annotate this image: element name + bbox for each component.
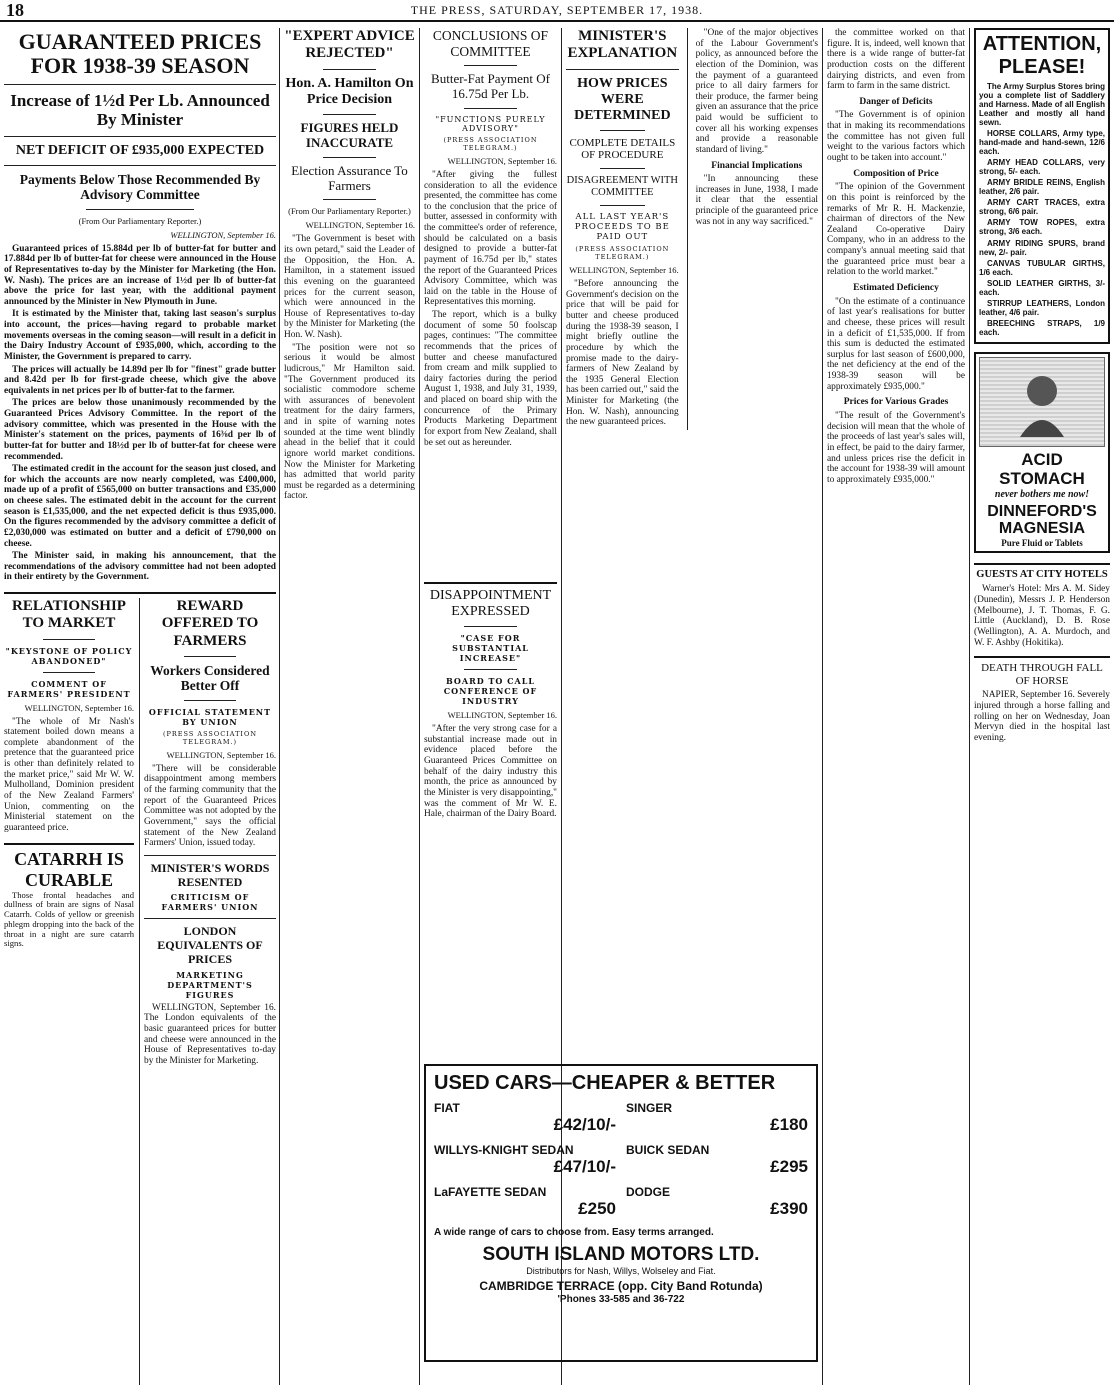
deck: "CASE FOR SUBSTANTIAL INCREASE" <box>452 633 529 664</box>
brand-name: DINNEFORD'S MAGNESIA <box>987 503 1097 538</box>
deck: Butter-Fat Payment Of 16.75d Per Lb. <box>431 71 550 101</box>
deck: "FUNCTIONS PURELY ADVISORY" <box>435 114 546 133</box>
car-price: £390 <box>770 1199 808 1218</box>
company-sub: Distributors for Nash, Willys, Wolseley and Fiat. <box>526 1265 716 1276</box>
car-price: £250 <box>578 1199 616 1218</box>
deck: Workers Considered Better Off <box>150 662 270 694</box>
car-price: £42/10/- <box>553 1115 616 1134</box>
article-relationship-to-market <box>4 598 134 1385</box>
ad-line: ARMY BRIDLE REINS, English leather, 2/6 pair. <box>979 178 1105 197</box>
deck: Payments Below Those Recommended By Advisory Committee <box>19 171 261 203</box>
subhead: CRITICISM OF FARMERS' UNION <box>161 892 259 913</box>
paragraph: "The position were not so serious it would be almost ludicrous," Mr Hamilton said. "The Government produced its socialistic commodore scheme with assurances of benevolent treatment for the dairy farmers, and in spite of warning notes sounded at the time went blindly ahead in the belief that it could ignore world market conditions. Now the Minister for Marketing has admitted that world parity must be regarded as a determining factor. <box>284 342 415 502</box>
paragraph: The prices are below those unanimously recommended by the Guaranteed Prices Advisory Committee. In the report of the advisory committee, which was presented in the House with the Minister's statement on the prices, payments of 16⅜d per lb of butter-fat for butter and 18½d per lb of butter-fat for cheese were recommended. <box>4 398 276 462</box>
headline: "EXPERT ADVICE REJECTED" <box>284 28 415 62</box>
paragraph: WELLINGTON, September 16. The London equivalents of the basic guaranteed prices for butter and cheese were announced in the House of Representatives to-day by the Minister for Marketing. <box>144 1002 276 1066</box>
company-address: CAMBRIDGE TERRACE (opp. City Band Rotunda) <box>479 1278 763 1293</box>
article-guaranteed-prices <box>4 28 276 588</box>
ad-line: CANVAS TUBULAR GIRTHS, 1/6 each. <box>979 258 1105 277</box>
paragraph: "There will be considerable disappointment among members of the farming community that the report of the Guaranteed Prices Committee was not adopted by the Government," says the official statement of the New Zealand Farmers' Union, issued today. <box>144 763 276 849</box>
dateline: WELLINGTON, September 16. <box>447 710 557 721</box>
subhead: Composition of Price <box>853 168 939 179</box>
paragraph: It is estimated by the Minister that, taking last season's surplus into account, the prices—having regard to probable market movements overseas in the coming season—will result in a deficit in the Dairy Industry Account of £935,000, which, according to the Minister, the Government is prepared to carry. <box>4 309 276 362</box>
column-rule <box>822 28 823 1385</box>
headline: DEATH THROUGH FALL OF HORSE <box>981 662 1103 687</box>
byline: (From Our Parliamentary Reporter.) <box>288 206 411 217</box>
army-surplus-ad <box>974 28 1110 344</box>
catarrh-ad-text: Those frontal headaches and dullness of brain are signs of Nasal Catarrh. Colds of yellow or greenish phlegm dropping into the back of the throat in a night are sure catarrh signs. <box>4 889 134 949</box>
subhead: OFFICIAL STATEMENT BY UNION <box>148 706 272 727</box>
car-name: WILLYS-KNIGHT SEDAN <box>434 1143 574 1157</box>
paragraph: "The result of the Government's decision will mean that the whole of the proceeds of last year's sales will, in effect, be paid to the dairy farmer, and unless prices rise the deficit in the account for 1938-39 will amount to approximately £935,000." <box>827 411 965 485</box>
dateline: WELLINGTON, September 16. <box>170 229 276 240</box>
ad-intro: The Army Surplus Stores bring you a complete list of Saddlery and Harness. Made of all English Leather and mostly all hand sewn. <box>979 82 1105 128</box>
paragraph: The Minister said, in making his announcement, that the recommendations of the advisory committee had not been adopted in their entirety by the Government. <box>4 551 276 583</box>
advertisement-column <box>974 28 1110 1385</box>
section-divider <box>4 592 276 594</box>
deck: Hon. A. Hamilton On Price Decision <box>285 75 414 107</box>
ad-line: ARMY HEAD COLLARS, very strong, 5/- each. <box>979 158 1105 177</box>
paragraph: Warner's Hotel: Mrs A. M. Sidey (Dunedin), Messrs J. P. Henderson (Melbourne), J. T. Thomas, F. G. Little (Auckland), D. B. Rose (Wellington), A. A. Murdoch, and W. F. Ashby (Hokitika). <box>974 584 1110 648</box>
column-rule <box>419 28 420 1385</box>
ad-title: USED CARS—CHEAPER & BETTER <box>434 1072 776 1094</box>
headline: DISAPPOINTMENT EXPRESSED <box>429 588 552 620</box>
brand-sub: Pure Fluid or Tablets <box>1001 538 1083 548</box>
car-column-left <box>434 1101 616 1219</box>
dateline: WELLINGTON, September 16. <box>569 265 679 276</box>
paragraph: NAPIER, September 16. Severely injured through a horse falling and rolling on her on Wednesday, Joan Mervyn died in the hospital last evening. <box>974 690 1110 743</box>
ad-line: ARMY RIDING SPURS, brand new, 2/- pair. <box>979 238 1105 257</box>
paragraph: "The whole of Mr Nash's statement boiled down means a complete abandonment of the pretence that the guaranteed price is other than definitely related to the market price," said Mr W. W. Mulholland, Dominion president of the New Zealand Farmers' Union, commenting on the Ministerial statement on the guaranteed price. <box>4 716 134 833</box>
deck: FIGURES HELD INACCURATE <box>300 119 399 150</box>
dateline: WELLINGTON, September 16. <box>166 749 276 760</box>
ad-line: ARMY CART TRACES, extra strong, 6/6 pair. <box>979 198 1105 217</box>
magnesia-ad <box>974 352 1110 554</box>
catarrh-ad-title: CATARRH IS CURABLE <box>14 849 124 891</box>
ad-line: BREECHING STRAPS, 1/9 each. <box>979 318 1105 337</box>
headline: GUESTS AT CITY HOTELS <box>976 569 1108 581</box>
source: (PRESS ASSOCIATION TELEGRAM.) <box>575 245 670 262</box>
ad-title: ATTENTION, PLEASE! <box>982 33 1102 78</box>
headline: LONDON EQUIVALENTS OF PRICES <box>157 924 263 966</box>
headline: CONCLUSIONS OF COMMITTEE <box>432 28 549 59</box>
masthead-title: THE PRESS, SATURDAY, SEPTEMBER 17, 1938. <box>410 3 704 17</box>
deck: COMPLETE DETAILS OF PROCEDURE <box>569 136 676 162</box>
paragraph: the committee worked on that figure. It is, indeed, well known that there is a wide range of butter-fat production costs on the different dairying districts, and even from farm to farm in the same district. <box>827 28 965 92</box>
car-name: DODGE <box>626 1185 671 1199</box>
source: (PRESS ASSOCIATION TELEGRAM.) <box>162 729 258 746</box>
portrait-icon <box>1012 367 1072 437</box>
paragraph: The report, which is a bulky document of some 50 foolscap pages, continues: "The committee recommends that the prices of butter and cheese manufactured from cream and milk supplied to dairy factories during the period August 1, 1938, and July 31, 1939, and placed on board ship with the concurrence of the Primary Products Marketing Department for export from New Zealand, shall be set out as hereunder. <box>424 310 557 448</box>
deck: Election Assurance To Farmers <box>291 162 408 193</box>
deck: HOW PRICES WERE DETERMINED <box>574 75 671 123</box>
paragraph: "The opinion of the Government on this point is reinforced by the remarks of Mr R. H. Mackenzie, chairman of directors of the New Zealand Co-operative Dairy Company, who in an address to the company's annual meeting said that the guaranteed price must bear a relation to the world market." <box>827 182 965 278</box>
article-reward-offered <box>144 598 276 1385</box>
ad-line: HORSE COLLARS, Army type, hand-made and hand-sewn, 12/6 each. <box>979 129 1105 157</box>
ad-line: STIRRUP LEATHERS, London leather, 4/6 pair. <box>979 298 1105 317</box>
dateline: WELLINGTON, September 16. <box>305 220 415 231</box>
paragraph: "The Government is beset with its own petard," said the Leader of the Opposition, the Hon. A. Hamilton, in a statement issued this evening on the guaranteed prices for the current season, which were announced in the House of Representatives to-day by the Minister for Marketing (the Hon. W. Nash). <box>284 234 415 341</box>
article-continued <box>827 28 965 1385</box>
column-rule <box>969 28 970 1385</box>
headline: MINISTER'S EXPLANATION <box>567 28 678 62</box>
paragraph: "Before announcing the Government's decision on the price that will be paid for butter and cheese produced during the 1938-39 season, I might briefly outline the procedure by which the promise made to the dairy-farmers of New Zealand by the 1935 General Election has been carried out," said the Minister for Marketing (the Hon. W. Nash), announcing the new guaranteed prices. <box>566 279 679 428</box>
subhead: Financial Implications <box>711 160 803 171</box>
column-rule <box>139 598 140 1385</box>
ad-footer: A wide range of cars to choose from. Easy terms arranged. <box>434 1227 714 1238</box>
column-rule <box>279 28 280 1385</box>
subhead: BOARD TO CALL CONFERENCE OF INDUSTRY <box>443 676 538 707</box>
paragraph: The estimated credit in the account for the season just closed, and for which the accounts are now nearly completed, was £400,000, made up of a profit of £565,000 on butter transactions and £35,000 on cheese sales. The estimated debit in the account for the current season is £1,535,000, and the net expected deficit is thus £935,000. On the figures recommended by the advisory committee a deficit of £2,030,000 was estimated on butter and a deficit of £790,000 on cheese. <box>4 464 276 549</box>
ad-headline: ACID STOMACH <box>999 449 1085 489</box>
paragraph: The prices will actually be 14.89d per lb for "finest" grade butter and 8.42d per lb for first-grade cheese, which give the above equivalents in net prices per lb of butter-fat to the farmer. <box>4 364 276 396</box>
car-name: SINGER <box>626 1101 673 1115</box>
dateline: WELLINGTON, September 16. <box>447 155 557 166</box>
headline: REWARD OFFERED TO FARMERS <box>161 598 259 649</box>
ad-subheadline: never bothers me now! <box>994 488 1090 500</box>
lead-paragraph: Guaranteed prices of 15.884d per lb of butter-fat for butter and 17.884d per lb of butter-fat for cheese were announced in the House of Representatives to-day by the Minister for Marketing (the Hon. W. Nash). The prices are an increase of 1½d per lb of butter-fat above the price for last year, with the additional payment announced by the Minister in New Plymouth in June. <box>4 243 276 307</box>
deck: NET DEFICIT OF £935,000 EXPECTED <box>15 142 265 158</box>
deck: ALL LAST YEAR'S PROCEEDS TO BE PAID OUT <box>574 212 670 243</box>
car-column-right <box>626 1101 808 1219</box>
car-price: £295 <box>770 1157 808 1176</box>
ad-line: SOLID LEATHER GIRTHS, 3/- each. <box>979 278 1105 297</box>
subhead: Danger of Deficits <box>859 96 933 107</box>
deck: Increase of 1½d Per Lb. Announced By Minister <box>10 90 270 130</box>
headline: RELATIONSHIP TO MARKET <box>12 598 126 632</box>
masthead <box>0 0 1114 22</box>
article-conclusions-of-committee <box>424 28 557 573</box>
paragraph: "After the very strong case for a substantial increase made out in evidence placed before the Guaranteed Prices Committee on behalf of the dairy industry this month, the price as announced by the Minister is very disappointing," was the comment of Mr W. E. Hale, chairman of the Dairy Board. <box>424 724 557 820</box>
subhead: MARKETING DEPARTMENT'S FIGURES <box>167 969 253 1000</box>
car-name: LaFAYETTE SEDAN <box>434 1185 547 1199</box>
headline: MINISTER'S WORDS RESENTED <box>150 860 270 889</box>
paragraph: "In announcing these increases in June, 1938, I made it clear that the essential principle of the guaranteed price was not in any way sacrificed." <box>695 174 818 227</box>
car-name: FIAT <box>434 1101 460 1115</box>
car-price: £47/10/- <box>553 1157 616 1176</box>
article-ministers-explanation <box>566 28 818 1048</box>
ad-line: ARMY TOW ROPES, extra strong, 3/6 each. <box>979 218 1105 237</box>
headline: GUARANTEED PRICES FOR 1938-39 SEASON <box>18 29 262 78</box>
car-name: BUICK SEDAN <box>626 1143 710 1157</box>
paragraph: "On the estimate of a continuance of last year's realisations for butter and cheese, these prices will result in a deficit of £1,535,000. If from this sum is deducted the estimated surplus for last season of £600,000, the net deficiency at the end of the 1938-39 season will be approximately £935,000." <box>827 296 965 392</box>
subhead: Prices for Various Grades <box>843 397 949 408</box>
company-name: SOUTH ISLAND MOTORS LTD. <box>482 1244 760 1265</box>
article-expert-advice <box>284 28 415 588</box>
paragraph: "After giving the fullest consideration to all the evidence presented, the committee has come to the conclusion that the price of butter, assessed in conformity with the committee's order of reference, should be calculated on a basis designed to provide a butter-fat payment of 16.75d per lb," states the report of the Guaranteed Prices Advisory Committee, which was laid on the table in the House of Representatives this morning. <box>424 169 557 308</box>
subhead: COMMENT OF FARMERS' PRESIDENT <box>7 678 131 699</box>
company-phones: 'Phones 33-585 and 36-722 <box>557 1293 685 1305</box>
subhead: Estimated Deficiency <box>853 282 939 293</box>
car-price: £180 <box>770 1115 808 1134</box>
deck: "KEYSTONE OF POLICY ABANDONED" <box>5 645 133 666</box>
dateline: WELLINGTON, September 16. <box>24 702 134 713</box>
paragraph: "One of the major objectives of the Labour Government's policy, as announced before the election of the Dominion, was the payment of a guaranteed price to all dairy farmers for their produce, the farmer being given an assurance that the price paid would be sufficient to cover all his working expenses and provide a reasonable standard of living." <box>695 28 818 155</box>
byline: (From Our Parliamentary Reporter.) <box>78 215 202 226</box>
source: (PRESS ASSOCIATION TELEGRAM.) <box>443 135 538 152</box>
woman-photo <box>979 357 1105 447</box>
page-number: 18 <box>6 0 24 20</box>
paragraph: "The Government is of opinion that in making its recommendations the committee has not given full weight to the various factors which ought to be taken into account." <box>827 110 965 163</box>
deck: DISAGREEMENT WITH COMMITTEE <box>566 175 678 199</box>
article-disappointment <box>424 582 557 852</box>
used-cars-ad <box>424 1064 818 1362</box>
